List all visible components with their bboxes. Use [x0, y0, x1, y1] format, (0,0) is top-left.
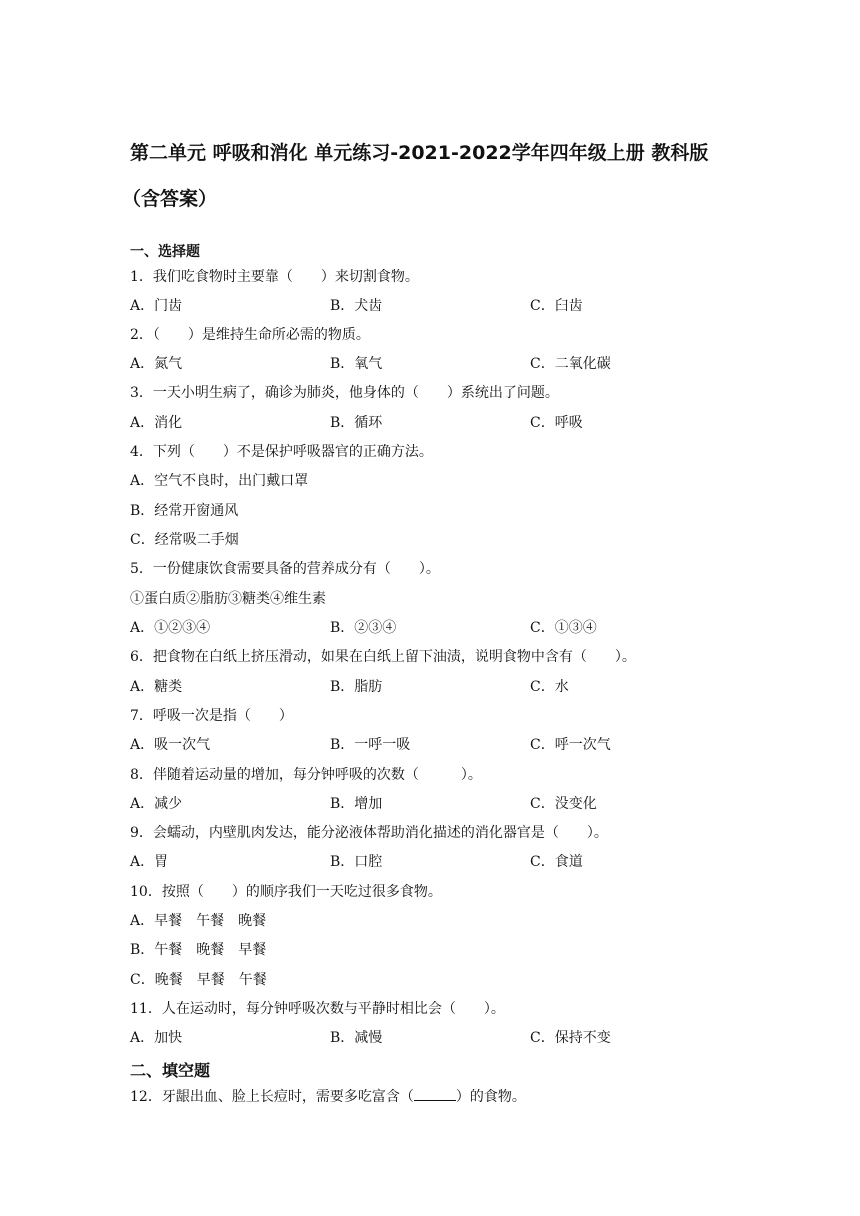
question-10-option-c: C．晚餐 早餐 午餐	[130, 972, 267, 988]
question-5-option-b: B．②③④	[330, 620, 397, 636]
question-6-stem: 6．把食物在白纸上挤压滑动，如果在白纸上留下油渍，说明食物中含有（ ）。	[130, 649, 636, 665]
question-4-option-b: B．经常开窗通风	[130, 503, 239, 519]
question-9-stem: 9．会蠕动，内壁肌肉发达，能分泌液体帮助消化描述的消化器官是（ ）。	[130, 825, 608, 841]
question-5-stem: 5．一份健康饮食需要具备的营养成分有（ ）。	[130, 561, 440, 577]
question-3-option-c: C．呼吸	[530, 415, 583, 431]
document-subtitle: （含答案）	[122, 188, 218, 210]
question-2-option-b: B．氧气	[330, 356, 383, 372]
question-10-stem: 10．按照（ ）的顺序我们一天吃过很多食物。	[130, 884, 442, 900]
question-8-stem: 8．伴随着运动量的增加，每分钟呼吸的次数（ ）。	[130, 767, 482, 783]
question-12-stem-after: ）的食物。	[455, 1089, 526, 1105]
question-3-option-a: A．消化	[130, 415, 183, 431]
question-9-option-b: B．口腔	[330, 854, 383, 870]
question-2-option-a: A．氮气	[130, 356, 183, 372]
section-heading-choice: 一、选择题	[130, 244, 200, 260]
question-9-option-c: C．食道	[530, 854, 583, 870]
question-7-option-a: A．吸一次气	[130, 737, 211, 753]
question-9-option-a: A．胃	[130, 854, 169, 870]
question-4-option-c: C．经常吸二手烟	[130, 532, 239, 548]
question-8-option-b: B．增加	[330, 796, 383, 812]
question-2-stem: 2．（ ）是维持生命所必需的物质。	[130, 327, 370, 343]
question-7-option-b: B．一呼一吸	[330, 737, 411, 753]
question-6-option-a: A．糖类	[130, 679, 183, 695]
question-3-stem: 3．一天小明生病了，确诊为肺炎，他身体的（ ）系统出了问题。	[130, 385, 559, 401]
question-7-stem: 7．呼吸一次是指（ ）	[130, 708, 293, 724]
question-6-option-c: C．水	[530, 679, 569, 695]
question-3-option-b: B．循环	[330, 415, 383, 431]
question-12-stem-before: 12．牙龈出血、脸上长痘时，需要多吃富含（	[130, 1089, 414, 1105]
question-1-option-a: A．门齿	[130, 298, 183, 314]
section-heading-fill-blank: 二、填空题	[130, 1061, 211, 1080]
question-1-stem: 1．我们吃食物时主要靠（ ）来切割食物。	[130, 269, 419, 285]
question-11-option-c: C．保持不变	[530, 1030, 611, 1046]
document-title: 第二单元 呼吸和消化 单元练习-2021-2022学年四年级上册 教科版	[130, 142, 709, 164]
question-7-option-c: C．呼一次气	[530, 737, 611, 753]
question-4-option-a: A．空气不良时，出门戴口罩	[130, 473, 309, 489]
answer-blank	[414, 1088, 456, 1101]
question-2-option-c: C．二氧化碳	[530, 356, 611, 372]
question-6-option-b: B．脂肪	[330, 679, 383, 695]
question-1-option-c: C．臼齿	[530, 298, 583, 314]
question-11-stem: 11．人在运动时，每分钟呼吸次数与平静时相比会（ ）。	[130, 1001, 505, 1017]
question-8-option-c: C．没变化	[530, 796, 597, 812]
question-5-items: ①蛋白质②脂肪③糖类④维生素	[130, 591, 326, 607]
question-8-option-a: A．减少	[130, 796, 183, 812]
question-11-option-b: B．减慢	[330, 1030, 383, 1046]
question-10-option-a: A．早餐 午餐 晚餐	[130, 913, 267, 929]
question-1-option-b: B．犬齿	[330, 298, 383, 314]
question-4-stem: 4．下列（ ）不是保护呼吸器官的正确方法。	[130, 444, 433, 460]
question-10-option-b: B．午餐 晚餐 早餐	[130, 942, 267, 958]
question-5-option-c: C．①③④	[530, 620, 597, 636]
question-5-option-a: A．①②③④	[130, 620, 211, 636]
question-11-option-a: A．加快	[130, 1030, 183, 1046]
question-12-stem	[130, 1088, 526, 1106]
